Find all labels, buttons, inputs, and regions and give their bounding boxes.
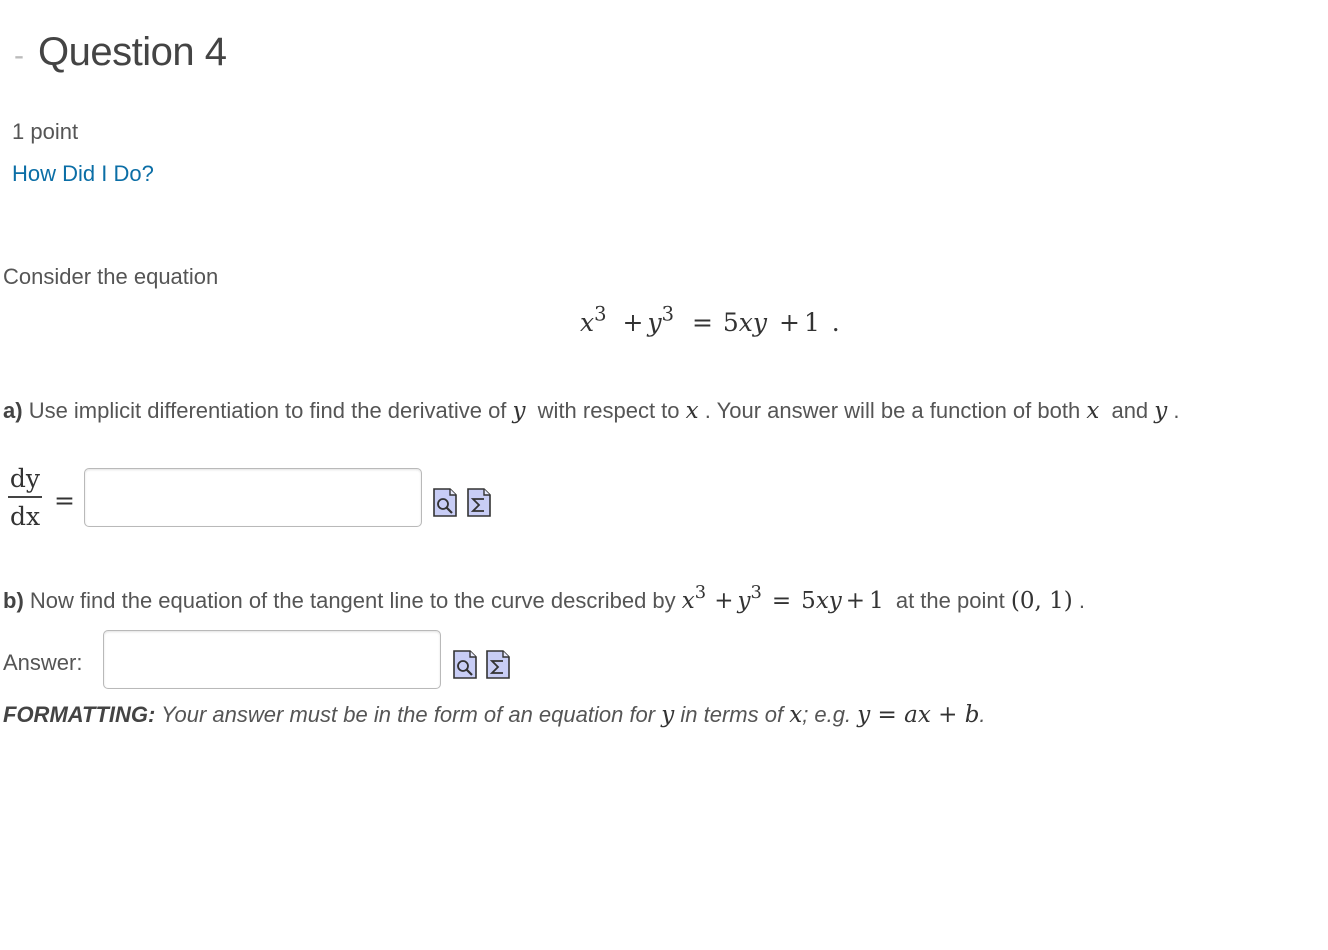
part-a-text-1: Use implicit differentiation to find the derivative of	[28, 398, 507, 423]
collapse-dash-icon[interactable]: -	[14, 39, 24, 72]
eq-rhs-x: x	[738, 308, 753, 337]
eq-y: y	[647, 308, 662, 337]
eq-one: 1	[803, 308, 820, 337]
part-a-var-y-2: y	[1154, 398, 1168, 424]
pb-coef: 5	[801, 588, 816, 614]
fraction-denominator: dx	[9, 502, 41, 531]
eq-plus-2: +	[778, 308, 800, 337]
formatting-text-3: ; e.g.	[802, 702, 852, 727]
pb-rhs-x: x	[815, 588, 829, 614]
consider-text: Consider the equation	[3, 264, 219, 289]
part-a-answer-input[interactable]	[84, 468, 422, 527]
part-b-text-3: .	[1078, 588, 1085, 613]
question-points: 1 point	[12, 119, 79, 144]
part-a-equals: =	[54, 486, 75, 515]
part-b-equation	[681, 582, 884, 614]
sigma-equation-editor-icon[interactable]	[466, 484, 492, 518]
pb-one: 1	[869, 588, 884, 614]
pb-equals: =	[771, 588, 792, 614]
eq-rhs-y: y	[752, 308, 768, 337]
part-a-var-x-2: x	[1086, 398, 1100, 424]
part-b-label: b)	[3, 588, 24, 613]
formatting-var-y: y	[661, 702, 675, 728]
part-b-text-2: at the point	[895, 588, 1005, 613]
pb-exp-x: 3	[694, 582, 707, 604]
how-did-i-do-link[interactable]: How Did I Do?	[12, 161, 154, 186]
formatting-text-1: Your answer must be in the form of an equation for	[161, 702, 656, 727]
eq-plus: +	[622, 308, 644, 337]
display-equation	[580, 302, 840, 337]
formatting-note	[3, 702, 986, 728]
pb-x: x	[681, 588, 695, 614]
pb-rhs-y: y	[828, 588, 842, 614]
eq-equals: =	[691, 308, 713, 337]
formatting-label: FORMATTING:	[3, 702, 156, 727]
part-b-answer-input[interactable]	[103, 630, 441, 689]
eq-exp-y: 3	[661, 302, 674, 326]
pb-plus: +	[714, 588, 734, 614]
pb-y: y	[737, 588, 751, 614]
dy-dx-fraction	[8, 464, 42, 531]
eq-period: .	[831, 308, 840, 337]
part-a-prompt	[3, 398, 1180, 424]
eq-exp-x: 3	[594, 302, 607, 326]
answer-label: Answer:	[3, 650, 83, 675]
sigma-equation-editor-icon[interactable]	[485, 646, 511, 680]
eq-x: x	[580, 308, 595, 337]
part-a-label: a)	[3, 398, 23, 423]
question-header	[14, 30, 226, 75]
question-title: Question 4	[38, 30, 227, 74]
part-a-text-5: .	[1173, 398, 1180, 423]
fraction-numerator: dy	[9, 464, 41, 493]
formatting-example: y = ax + b	[857, 702, 980, 728]
part-a-text-4: and	[1111, 398, 1149, 423]
eq-coef: 5	[722, 308, 739, 337]
formatting-var-x: x	[789, 702, 803, 728]
preview-magnifier-icon[interactable]	[452, 646, 478, 680]
part-b-text-1: Now find the equation of the tangent line to the curve described by	[29, 588, 676, 613]
formatting-text-4: .	[979, 702, 986, 727]
part-a-text-2: with respect to	[537, 398, 680, 423]
part-a-var-x: x	[685, 398, 699, 424]
preview-magnifier-icon[interactable]	[432, 484, 458, 518]
part-a-text-3: . Your answer will be a function of both	[704, 398, 1081, 423]
part-b-prompt	[3, 582, 1085, 614]
formatting-text-2: in terms of	[680, 702, 784, 727]
pb-plus-2: +	[845, 588, 866, 614]
part-b-point: (0, 1)	[1010, 588, 1073, 614]
part-a-var-y: y	[512, 398, 526, 424]
fraction-bar	[8, 496, 42, 498]
pb-exp-y: 3	[750, 582, 762, 604]
